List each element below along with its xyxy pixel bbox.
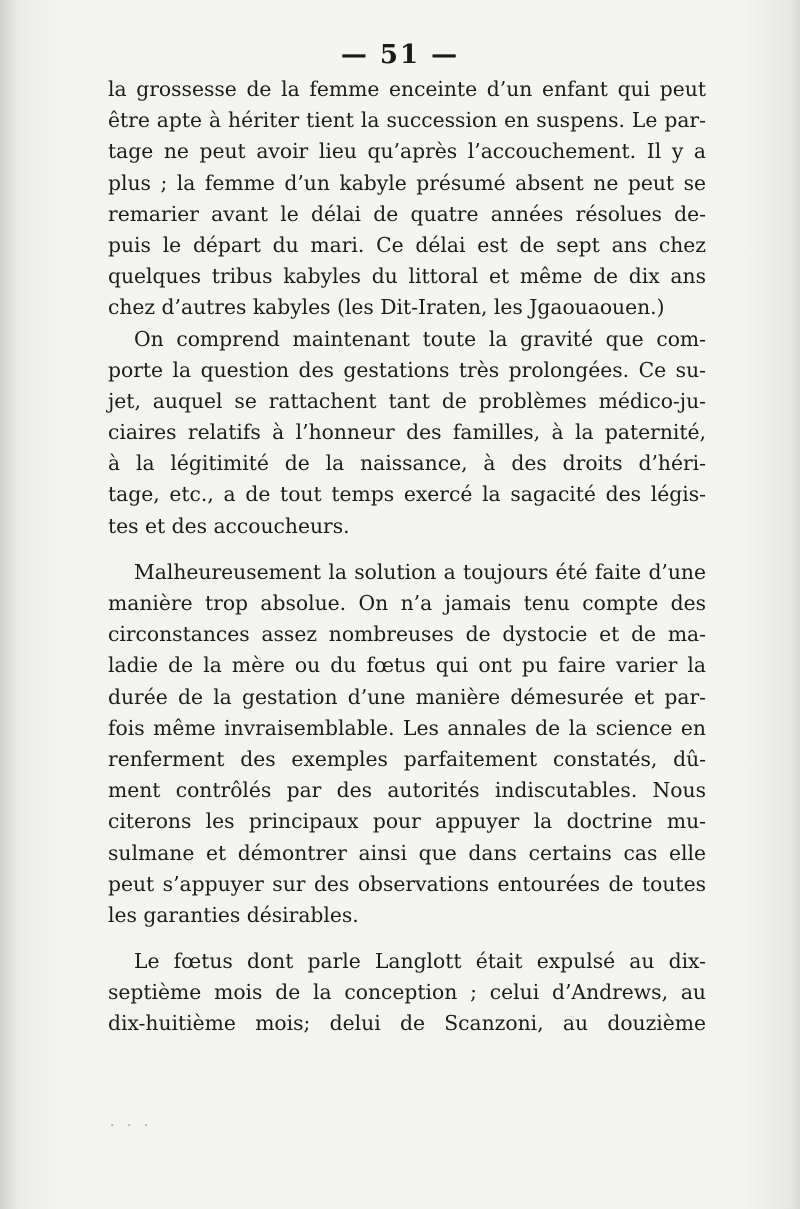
text-line: être apte à hériter tient la succession en suspens. Le par- (108, 108, 706, 133)
text-line: à la légitimité de la naissance, à des droits d’héri- (108, 451, 706, 476)
paragraph-2 (108, 324, 706, 542)
text-line: sulmane et démontrer ainsi que dans certains cas elle (108, 840, 706, 865)
text-line: peut s’appuyer sur des observations entourées de toutes (108, 871, 706, 896)
text-line: plus ; la femme d’un kabyle présumé absent ne peut se (108, 170, 706, 195)
text-line: renferment des exemples parfaitement constatés, dû- (108, 746, 706, 771)
text-line: puis le départ du mari. Ce délai est de sept ans chez (108, 232, 706, 257)
text-line: tage ne peut avoir lieu qu’après l’accouchement. Il y a (108, 139, 706, 164)
text-line: les garanties désirables. (108, 902, 359, 927)
paragraph-3 (108, 557, 706, 931)
paragraph-4 (108, 946, 706, 1040)
text-line: fois même invraisemblable. Les annales de la science en (108, 715, 706, 740)
text-line: circonstances assez nombreuses de dystocie et de ma- (108, 622, 706, 647)
paragraph-1 (108, 74, 706, 324)
text-line: remarier avant le délai de quatre années résolues de- (108, 201, 706, 226)
text-line: durée de la gestation d’une manière démesurée et par- (108, 684, 706, 709)
text-line: dix-huitième mois; delui de Scanzoni, au douzième (108, 1011, 706, 1036)
text-line: porte la question des gestations très prolongées. Ce su- (108, 357, 706, 382)
text-line: quelques tribus kabyles du littoral et même de dix ans (108, 264, 706, 289)
text-line: septième mois de la conception ; celui d’Andrews, au (108, 980, 706, 1005)
body-text (108, 74, 706, 1040)
paragraph-spacer (108, 931, 706, 946)
text-line: chez d’autres kabyles (les Dit-Iraten, les Jgaouaouen.) (108, 295, 665, 320)
text-line: Le fœtus dont parle Langlott était expulsé au dix- (134, 949, 706, 974)
paragraph-spacer (108, 542, 706, 557)
text-line: Malheureusement la solution a toujours été faite d’une (134, 559, 706, 584)
text-line: citerons les principaux pour appuyer la doctrine mu- (108, 809, 706, 834)
ink-smudge-mark: · · · (110, 1118, 153, 1134)
text-line: tage, etc., a de tout temps exercé la sagacité des légis- (108, 482, 706, 507)
text-line: manière trop absolue. On n’a jamais tenu compte des (108, 591, 706, 615)
text-line: ladie de la mère ou du fœtus qui ont pu faire varier la (108, 653, 706, 678)
text-line: ment contrôlés par des autorités indiscutables. Nous (108, 778, 706, 803)
text-line: ciaires relatifs à l’honneur des familles, à la paternité, (108, 420, 706, 445)
text-line: On comprend maintenant toute la gravité que com- (134, 326, 706, 351)
text-line: tes et des accoucheurs. (108, 513, 350, 538)
text-line: la grossesse de la femme enceinte d’un enfant qui peut (108, 77, 706, 101)
text-line: jet, auquel se rattachent tant de problèmes médico-ju- (108, 388, 706, 413)
page-number: — 51 — (340, 40, 460, 70)
